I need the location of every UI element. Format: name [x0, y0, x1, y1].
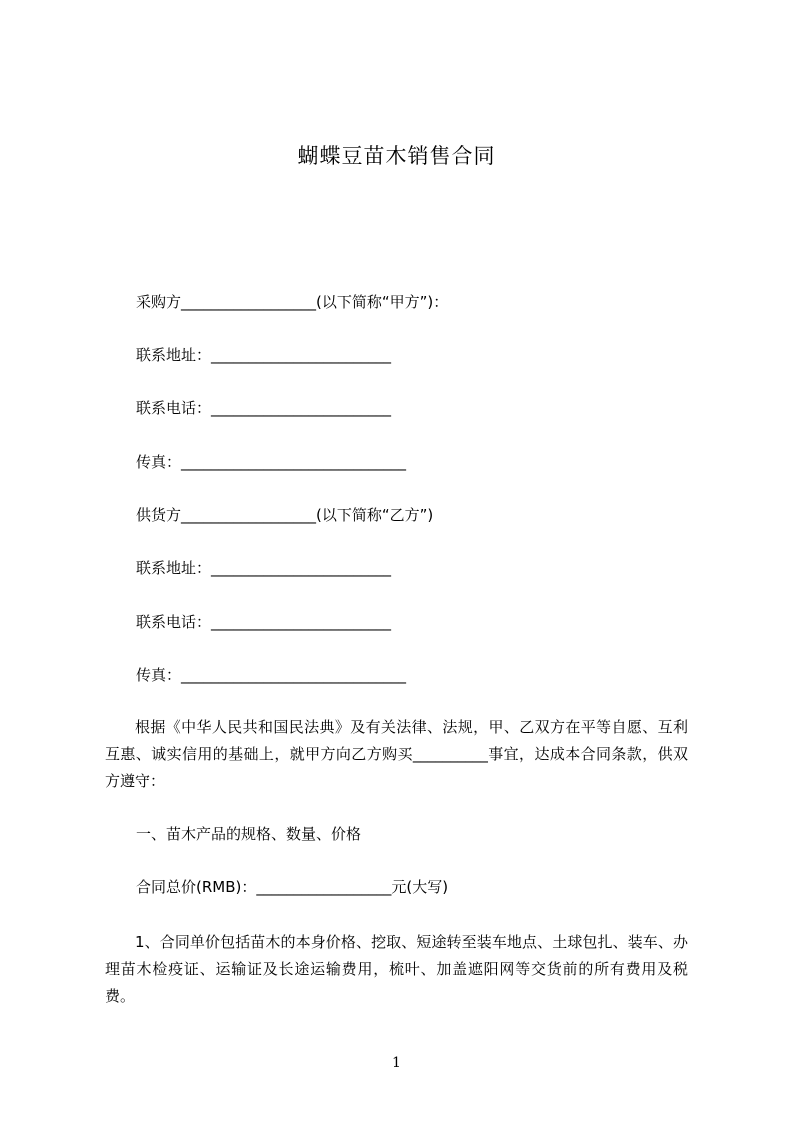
- supplier-phone-line: 联系电话：________________________: [136, 613, 392, 631]
- supplier-fax-line: 传真：______________________________: [136, 666, 407, 684]
- buyer-line: 采购方__________________(以下简称“甲方”)：: [136, 293, 449, 311]
- supplier-line: 供货方__________________(以下简称“乙方”): [136, 506, 434, 524]
- contract-title: 蝴蝶豆苗木销售合同: [297, 144, 496, 168]
- section-heading: 一、苗木产品的规格、数量、价格: [136, 825, 362, 843]
- preamble-paragraph: 根据《中华人民共和国民法典》及有关法律、法规，甲、乙双方在平等自愿、互利互惠、诚实信用的基础上，就甲方向乙方购买__________事宜，达成本合同条款，供双方遵守：: [105, 718, 688, 790]
- supplier-address-line: 联系地址：________________________: [136, 559, 392, 577]
- buyer-address-line: 联系地址：________________________: [136, 346, 392, 364]
- total-price-line: 合同总价(RMB)：__________________元(大写): [136, 878, 449, 896]
- buyer-phone-line: 联系电话：________________________: [136, 399, 392, 417]
- page-number: 1: [392, 1055, 401, 1071]
- clause-paragraph: 1、合同单价包括苗木的本身价格、挖取、短途转至装车地点、土球包扎、装车、办理苗木检疫证、运输证及长途运输费用，梳叶、加盖遮阳网等交货前的所有费用及税费。: [105, 933, 688, 1005]
- buyer-fax-line: 传真：______________________________: [136, 453, 407, 471]
